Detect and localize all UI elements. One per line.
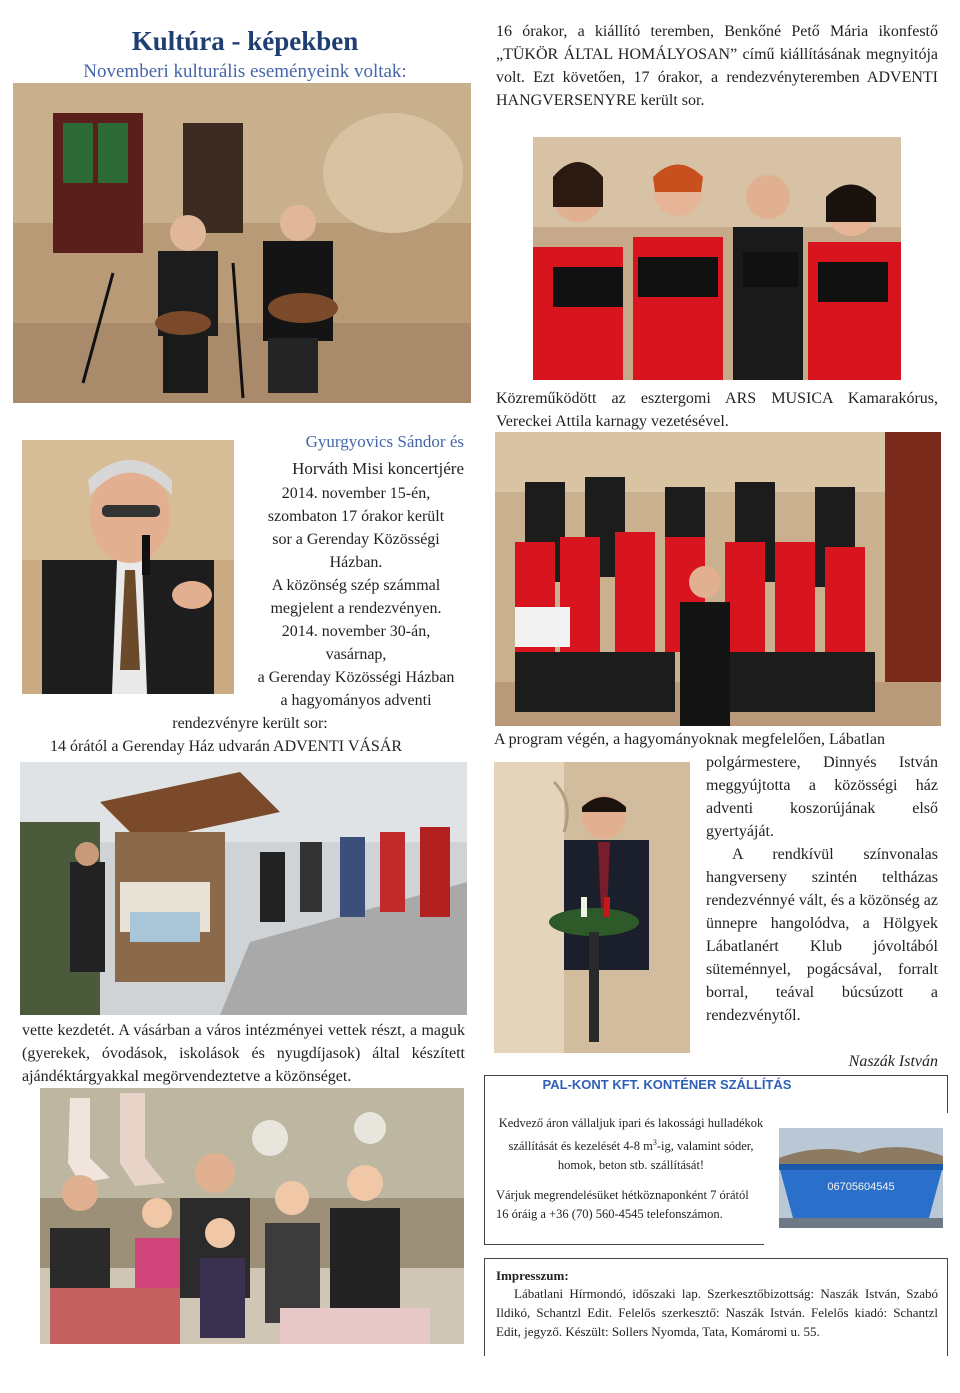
ad-right-line (947, 1075, 948, 1113)
market-text: vette kezdetét. A vásárban a város intézményei vettek részt, a maguk (gyerekek, óvodások, iskolások és nyugdíjasok) által készített ajándéktárgyakkal megörvendeztetve a közönséget. (22, 1022, 465, 1085)
program-text: polgármestere, Dinnyés István meggyújtotta a közösségi ház adventi koszorújának első gyertyáját. (706, 754, 938, 840)
concert-photo (13, 83, 471, 403)
ad-title: PAL-KONT KFT. KONTÉNER SZÁLLÍTÁS (542, 1077, 792, 1092)
concert-caption-l10: vasárnap, (325, 646, 387, 663)
ad-bottom-line (484, 1244, 764, 1245)
page-title: Kultúra - képekben (131, 26, 359, 56)
choir-photo-close (533, 137, 901, 380)
choir-photo-wide (495, 432, 941, 726)
concert-caption-l3: 2014. november 15-én, (281, 485, 431, 502)
imp-right-line (947, 1258, 948, 1356)
choir-caption: Közreműködött az esztergomi ARS MUSICA Kamarakórus, Vereckei Attila karnagy vezetésével. (496, 390, 938, 430)
article-author: Naszák István (848, 1053, 938, 1070)
ad-text-2: Várjuk megrendelésüket hétköznaponként 7 órától 16 óráig a +36 (70) 560-4545 telefonszámon. (496, 1188, 749, 1221)
intro-text: 16 órakor, a kiállító teremben, Benkőné Pető Mária ikonfestő „TÜKÖR ÁLTAL HOMÁLYOSAN” című kiállításának megnyitója volt. Ezt követően, 17 órakor, a rendezvényteremben ADVENTI HANGVERSENYRE került sor. (496, 23, 938, 109)
children-photo (40, 1088, 464, 1344)
concert-caption-l14: 14 órától a Gerenday Ház udvarán ADVENTI VÁSÁR (50, 738, 403, 755)
impresszum-label: Impresszum: (496, 1268, 569, 1283)
wreath-photo (494, 762, 690, 1053)
container-photo (779, 1128, 943, 1228)
page-subtitle: Novemberi kulturális eseményeink voltak: (83, 61, 407, 82)
ad-top-line (484, 1075, 948, 1076)
concert-caption-l6: Házban. (329, 554, 383, 571)
market-photo (20, 762, 467, 1015)
ad-left-line (484, 1075, 485, 1245)
concert-caption-l13: rendezvényre került sor: (172, 715, 328, 732)
concert-caption-l8: megjelent a rendezvényen. (270, 600, 442, 617)
ad-text-1: Kedvező áron vállaljuk ipari és lakossági hulladékok szállítását és kezelését 4-8 $m^3-ig$, valamint sóder, homok, beton stb. szállítását! (498, 1116, 764, 1173)
concert-caption-l12: a hagyományos adventi (280, 692, 432, 709)
program-first-line: A program végén, a hagyományoknak megfelelően, Lábatlan (494, 731, 885, 748)
concert-caption-l5: sor a Gerenday Közösségi (272, 531, 440, 548)
concert-caption-l9: 2014. november 30-án, (281, 623, 431, 640)
concert-caption-l7: A közönség szép számmal (271, 577, 441, 594)
concert-caption-l2: Horváth Misi koncertjére (292, 459, 464, 478)
imp-top-line (484, 1258, 948, 1259)
impresszum-text: Lábatlani Hírmondó, időszaki lap. Szerkesztőbizottság: Naszák István, Szabó Ildikó, Schantzl Edit. Felelős szerkesztő: Naszák István. Felelős kiadó: Schantzl Edit, jegyző. Készült: Sollers Nyomda, Tata, Komáromi u. 55. (496, 1286, 938, 1339)
container-phone: 06705604545 (827, 1181, 895, 1193)
program-text-2: A rendkívül színvonalas hangverseny szintén teltházas rendezvénnyé vált, és a közönség az ünnepre hangolódva, a Hölgyek Lábatlanért Klub jóvoltából süteménnyel, pogácsával, forralt borral, teával búcsúzott a rendezvénytől. (706, 846, 938, 1024)
imp-left-line (484, 1258, 485, 1356)
concert-caption-l4: szombaton 17 órakor került (267, 508, 445, 525)
concert-caption-l1: Gyurgyovics Sándor és (305, 432, 464, 451)
concert-caption-l11: a Gerenday Közösségi Házban (257, 669, 455, 686)
